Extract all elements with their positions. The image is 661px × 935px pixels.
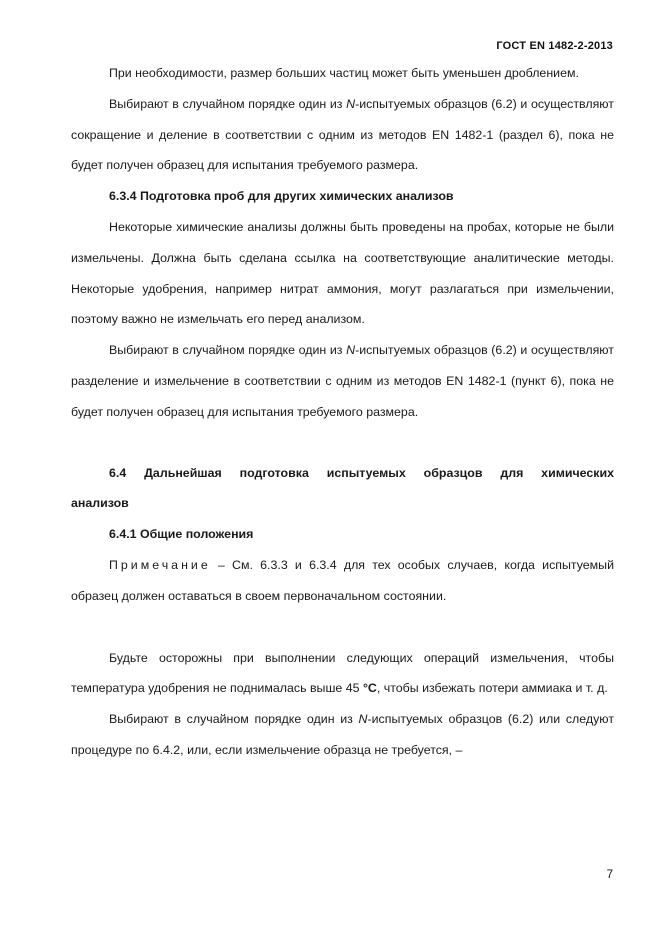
paragraph-select-sample — [71, 704, 614, 766]
paragraph-text: -испытуемых образцов (6.2) и осуществляют сокращение и деление в соответствии с одним из методов EN 1482-1 (раздел 6), пока не будет получен образец для испытания требуемого размера. — [71, 96, 614, 173]
paragraph-text: Выбирают в случайном порядке один из — [109, 96, 347, 111]
paragraph-text: Выбирают в случайном порядке один из — [109, 712, 359, 727]
document-code-header: ГОСТ EN 1482-2-2013 — [496, 40, 613, 52]
variable-n: N — [358, 712, 368, 727]
paragraph-text: , чтобы избежать потери аммиака и т. д. — [376, 681, 608, 696]
section-heading-6-3-4: 6.3.4 Подготовка проб для других химических анализов — [109, 189, 454, 204]
paragraph-text: -испытуемых образцов (6.2) или следуют процедуре по 6.4.2, или, если измельчение образца не требуется, – — [71, 712, 614, 757]
paragraph-crushing: При необходимости, размер больших частиц может быть уменьшен дроблением. — [109, 66, 579, 80]
section-heading-6-4: 6.4 Дальнейшая подготовка испытуемых образцов для химических анализов — [71, 465, 614, 511]
variable-n: N — [346, 96, 356, 111]
paragraph-text: Выбирают в случайном порядке один из — [109, 343, 347, 358]
paragraph-text: -испытуемых образцов (6.2) и осуществляют разделение и измельчение в соответствии с одним из методов EN 1482-1 (пункт 6), пока не будет получен образец для испытания требуемого размера. — [71, 343, 614, 419]
note-text: – См. 6.3.3 и 6.3.4 для тех особых случаев, когда испытуемый образец должен оставаться в своем первоначальном состоянии. — [71, 557, 614, 603]
note-paragraph — [71, 550, 614, 612]
spacer — [71, 428, 614, 458]
page-number: 7 — [606, 869, 613, 881]
paragraph-text: Будьте осторожны при выполнении следующих операций измельчения, чтобы температура удобрения не поднималась выше 45 — [71, 650, 614, 696]
section-heading-6-4-1: 6.4.1 Общие положения — [109, 527, 254, 542]
page-body — [71, 58, 614, 766]
paragraph-chemical-analyses: Некоторые химические анализы должны быть проведены на пробах, которые не были измельчены. Должна быть сделана ссылка на соответствующие аналитические методы. Некоторые удобрения, например нитрат аммония, могут разлагаться при измельчении, поэтому важно не измельчать его перед анализом. — [71, 219, 614, 327]
note-label: Примечание — [109, 557, 211, 572]
paragraph-reduction-division — [71, 89, 614, 181]
paragraph-temperature-caution — [71, 643, 614, 705]
paragraph-division-grinding — [71, 335, 614, 427]
spacer — [71, 612, 614, 643]
temperature-unit: °C — [362, 681, 377, 696]
variable-n: N — [346, 343, 356, 358]
